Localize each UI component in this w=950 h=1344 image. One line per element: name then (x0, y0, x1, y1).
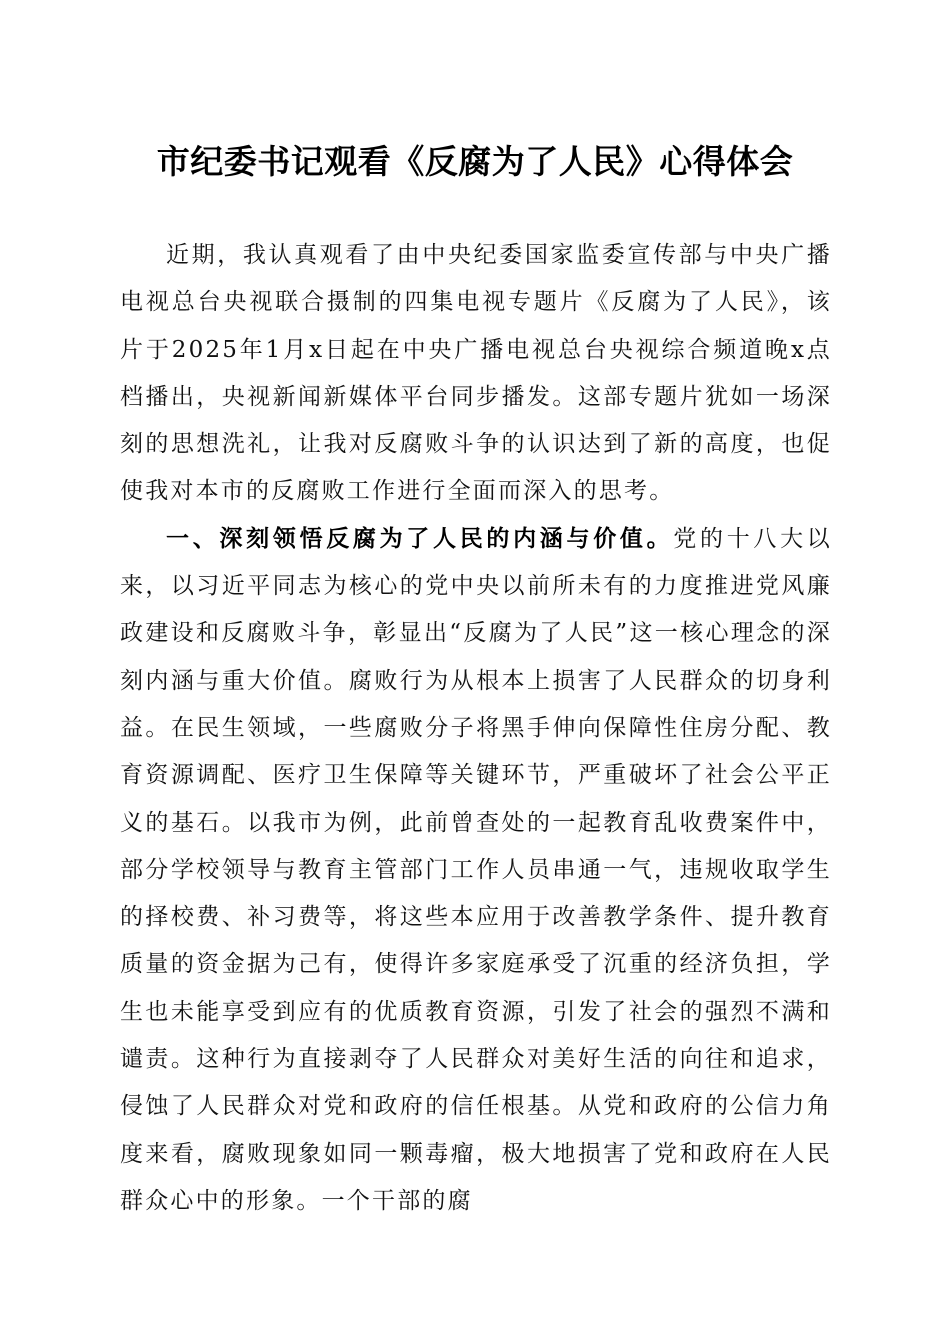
section-one-heading: 一、深刻领悟反腐为了人民的内涵与价值。 (166, 525, 674, 552)
document-title: 市纪委书记观看《反腐为了人民》心得体会 (156, 142, 794, 181)
paragraph-intro (120, 232, 832, 516)
paragraph-intro-text: 近期，我认真观看了由中央纪委国家监委宣传部与中央广播电视总台央视联合摄制的四集电视专题片《反腐为了人民》，该片于2025年1月x日起在中央广播电视总台央视综合频道晚x点档播出，央视新闻新媒体平台同步播发。这部专题片犹如一场深刻的思想洗礼，让我对反腐败斗争的认识达到了新的高度，也促使我对本市的反腐败工作进行全面而深入的思考。 (120, 242, 832, 505)
paragraph-section-one (120, 516, 832, 1225)
section-one-text: 党的十八大以来，以习近平同志为核心的党中央以前所未有的力度推进党风廉政建设和反腐败斗争，彰显出“反腐为了人民”这一核心理念的深刻内涵与重大价值。腐败行为从根本上损害了人民群众的切身利益。在民生领域，一些腐败分子将黑手伸向保障性住房分配、教育资源调配、医疗卫生保障等关键环节，严重破坏了社会公平正义的基石。以我市为例，此前曾查处的一起教育乱收费案件中，部分学校领导与教育主管部门工作人员串通一气，违规收取学生的择校费、补习费等，将这些本应用于改善教学条件、提升教育质量的资金据为己有，使得许多家庭承受了沉重的经济负担，学生也未能享受到应有的优质教育资源，引发了社会的强烈不满和谴责。这种行为直接剥夺了人民群众对美好生活的向往和追求，侵蚀了人民群众对党和政府的信任根基。从党和政府的公信力角度来看，腐败现象如同一颗毒瘤，极大地损害了党和政府在人民群众心中的形象。一个干部的腐 (120, 525, 832, 1214)
document-body (120, 232, 832, 1225)
